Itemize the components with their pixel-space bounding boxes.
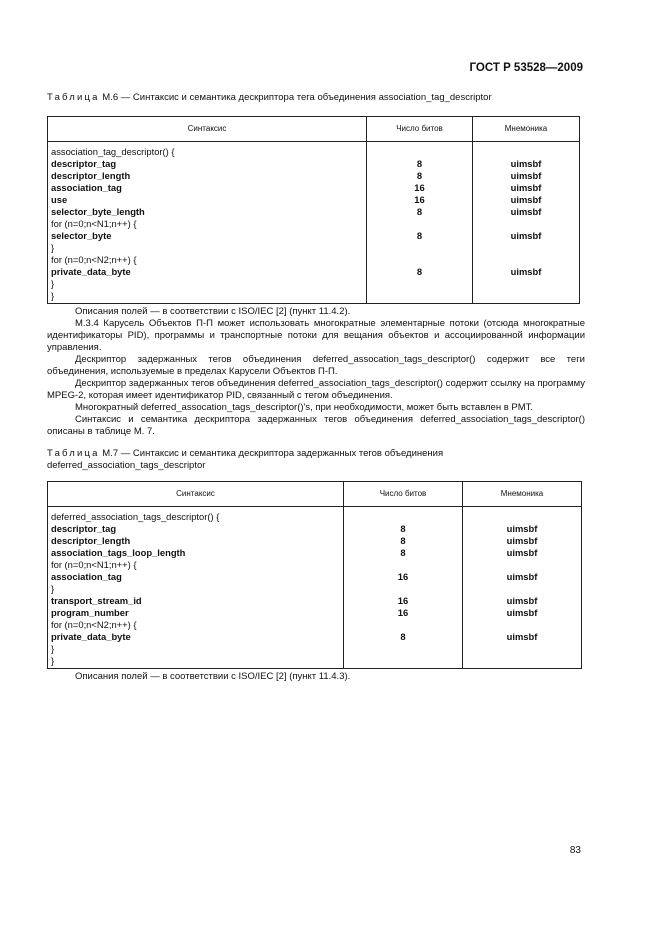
syntax-cell: }: [48, 278, 367, 290]
mnemonic-cell: uimsbf: [473, 182, 580, 194]
table-row: [48, 547, 582, 559]
paragraph: Синтаксис и семантика дескриптора задержанных тегов объединения deferred_association_tags_descriptor() описаны в таблице М. 7.: [47, 414, 585, 437]
syntax-cell: }: [48, 655, 344, 669]
syntax-cell: association_tags_loop_length: [48, 547, 344, 559]
table-row: [48, 170, 580, 182]
table-m7-caption-word: Таблица: [47, 448, 100, 459]
mnemonic-cell: [473, 218, 580, 230]
bits-cell: [344, 655, 463, 669]
bits-cell: 8: [367, 266, 473, 278]
table-row: [48, 206, 580, 218]
syntax-cell: }: [48, 643, 344, 655]
mnemonic-cell: [463, 559, 582, 571]
syntax-cell: selector_byte: [48, 230, 367, 242]
mnemonic-cell: uimsbf: [463, 571, 582, 583]
syntax-cell: for (n=0;n<N1;n++) {: [48, 218, 367, 230]
bits-cell: 16: [344, 595, 463, 607]
table-row: [48, 266, 580, 278]
bits-cell: [344, 643, 463, 655]
bits-cell: 16: [367, 182, 473, 194]
syntax-cell: private_data_byte: [48, 266, 367, 278]
syntax-cell: use: [48, 194, 367, 206]
paragraph: M.3.4 Карусель Объектов П-П может использовать многократные элементарные потоки (отсюда многократные идентификаторы PID), программы и транспортные потоки для вещания объектов и ассоциированной информации управления.: [47, 318, 585, 353]
bits-cell: 16: [367, 194, 473, 206]
body-text-section-2: [47, 671, 585, 683]
mnemonic-cell: [473, 254, 580, 266]
table-row: [48, 290, 580, 304]
table-m6-col-bits: Число битов: [367, 117, 473, 142]
body-text-section-1: [47, 306, 585, 438]
table-row: [48, 535, 582, 547]
table-row: [48, 278, 580, 290]
table-row: [48, 571, 582, 583]
bits-cell: 8: [344, 547, 463, 559]
table-row: [48, 242, 580, 254]
document-number: ГОСТ Р 53528—2009: [469, 62, 583, 74]
syntax-cell: }: [48, 242, 367, 254]
table-m7-header-row: [48, 482, 582, 507]
table-row: [48, 607, 582, 619]
table-m6-caption-text: М.6 — Синтаксис и семантика дескриптора тега объединения association_tag_descriptor: [99, 92, 492, 103]
mnemonic-cell: [473, 278, 580, 290]
bits-cell: [367, 142, 473, 159]
paragraph: Описания полей — в соответствии с ISO/IEC [2] (пункт 11.4.3).: [75, 671, 351, 682]
bits-cell: [367, 242, 473, 254]
table-row: [48, 158, 580, 170]
table-row: [48, 643, 582, 655]
table-row: [48, 218, 580, 230]
table-row: [48, 182, 580, 194]
mnemonic-cell: [473, 290, 580, 304]
mnemonic-cell: uimsbf: [473, 170, 580, 182]
bits-cell: 8: [367, 206, 473, 218]
table-row: [48, 559, 582, 571]
table-m7-col-mnemonic: Мнемоника: [463, 482, 582, 507]
bits-cell: 8: [344, 535, 463, 547]
syntax-cell: private_data_byte: [48, 631, 344, 643]
mnemonic-cell: [463, 619, 582, 631]
table-row: [48, 595, 582, 607]
syntax-cell: deferred_association_tags_descriptor() {: [48, 507, 344, 524]
mnemonic-cell: uimsbf: [463, 607, 582, 619]
mnemonic-cell: uimsbf: [473, 158, 580, 170]
mnemonic-cell: [463, 655, 582, 669]
bits-cell: 8: [367, 158, 473, 170]
mnemonic-cell: uimsbf: [473, 206, 580, 218]
table-m7-col-syntax: Синтаксис: [48, 482, 344, 507]
table-m7-col-bits: Число битов: [344, 482, 463, 507]
table-row: [48, 583, 582, 595]
bits-cell: [344, 559, 463, 571]
bits-cell: [344, 619, 463, 631]
paragraph: Дескриптор задержанных тегов объединения deferred_assocation_tags_descriptor() содержит все теги объединения, используемые в пределах Карусели Объектов П-П.: [47, 354, 585, 377]
table-row: [48, 230, 580, 242]
table-m6-col-mnemonic: Мнемоника: [473, 117, 580, 142]
table-row: [48, 507, 582, 524]
bits-cell: 16: [344, 571, 463, 583]
bits-cell: 8: [344, 523, 463, 535]
table-m7-caption: [47, 448, 585, 472]
table-row: [48, 523, 582, 535]
syntax-cell: selector_byte_length: [48, 206, 367, 218]
mnemonic-cell: [463, 507, 582, 524]
table-m6-body: [48, 142, 580, 304]
table-m6-caption-word: Таблица: [47, 92, 100, 103]
table-m7-caption-text: М.7 — Синтаксис и семантика дескриптора задержанных тегов объединения deferred_association_tags_descriptor: [47, 448, 444, 471]
bits-cell: [367, 218, 473, 230]
syntax-cell: program_number: [48, 607, 344, 619]
bits-cell: [367, 278, 473, 290]
syntax-cell: for (n=0;n<N2;n++) {: [48, 619, 344, 631]
table-row: [48, 254, 580, 266]
syntax-cell: }: [48, 583, 344, 595]
paragraph: Многократный deferred_assocation_tags_descriptor()'s, при необходимости, может быть вставлен в PMT.: [75, 402, 534, 413]
syntax-cell: association_tag_descriptor() {: [48, 142, 367, 159]
mnemonic-cell: uimsbf: [463, 631, 582, 643]
bits-cell: 8: [367, 230, 473, 242]
table-m6: [47, 116, 580, 304]
bits-cell: 8: [367, 170, 473, 182]
table-row: [48, 655, 582, 669]
table-m6-header-row: [48, 117, 580, 142]
page-number: 83: [569, 845, 581, 856]
paragraph: Дескриптор задержанных тегов объединения deferred_association_tags_descriptor() содержит ссылку на программу MPEG-2, которая имеет идентификатор PID, связанный с тегом объединения.: [47, 378, 585, 401]
table-row: [48, 142, 580, 159]
table-m6-caption: [47, 92, 585, 104]
syntax-cell: transport_stream_id: [48, 595, 344, 607]
mnemonic-cell: uimsbf: [463, 595, 582, 607]
mnemonic-cell: [473, 242, 580, 254]
bits-cell: [344, 583, 463, 595]
syntax-cell: descriptor_length: [48, 170, 367, 182]
syntax-cell: for (n=0;n<N2;n++) {: [48, 254, 367, 266]
syntax-cell: descriptor_length: [48, 535, 344, 547]
mnemonic-cell: uimsbf: [473, 266, 580, 278]
syntax-cell: association_tag: [48, 182, 367, 194]
mnemonic-cell: uimsbf: [463, 547, 582, 559]
mnemonic-cell: uimsbf: [463, 523, 582, 535]
table-m6-col-syntax: Синтаксис: [48, 117, 367, 142]
table-m7-body: [48, 507, 582, 669]
mnemonic-cell: [463, 583, 582, 595]
syntax-cell: }: [48, 290, 367, 304]
mnemonic-cell: uimsbf: [473, 230, 580, 242]
syntax-cell: association_tag: [48, 571, 344, 583]
mnemonic-cell: uimsbf: [473, 194, 580, 206]
syntax-cell: for (n=0;n<N1;n++) {: [48, 559, 344, 571]
table-row: [48, 619, 582, 631]
bits-cell: [367, 290, 473, 304]
bits-cell: 16: [344, 607, 463, 619]
mnemonic-cell: [463, 643, 582, 655]
syntax-cell: descriptor_tag: [48, 523, 344, 535]
table-row: [48, 194, 580, 206]
bits-cell: [344, 507, 463, 524]
syntax-cell: descriptor_tag: [48, 158, 367, 170]
bits-cell: 8: [344, 631, 463, 643]
mnemonic-cell: [473, 142, 580, 159]
paragraph: Описания полей — в соответствии с ISO/IEC [2] (пункт 11.4.2).: [75, 306, 351, 317]
table-row: [48, 631, 582, 643]
bits-cell: [367, 254, 473, 266]
table-m7: [47, 481, 582, 669]
mnemonic-cell: uimsbf: [463, 535, 582, 547]
